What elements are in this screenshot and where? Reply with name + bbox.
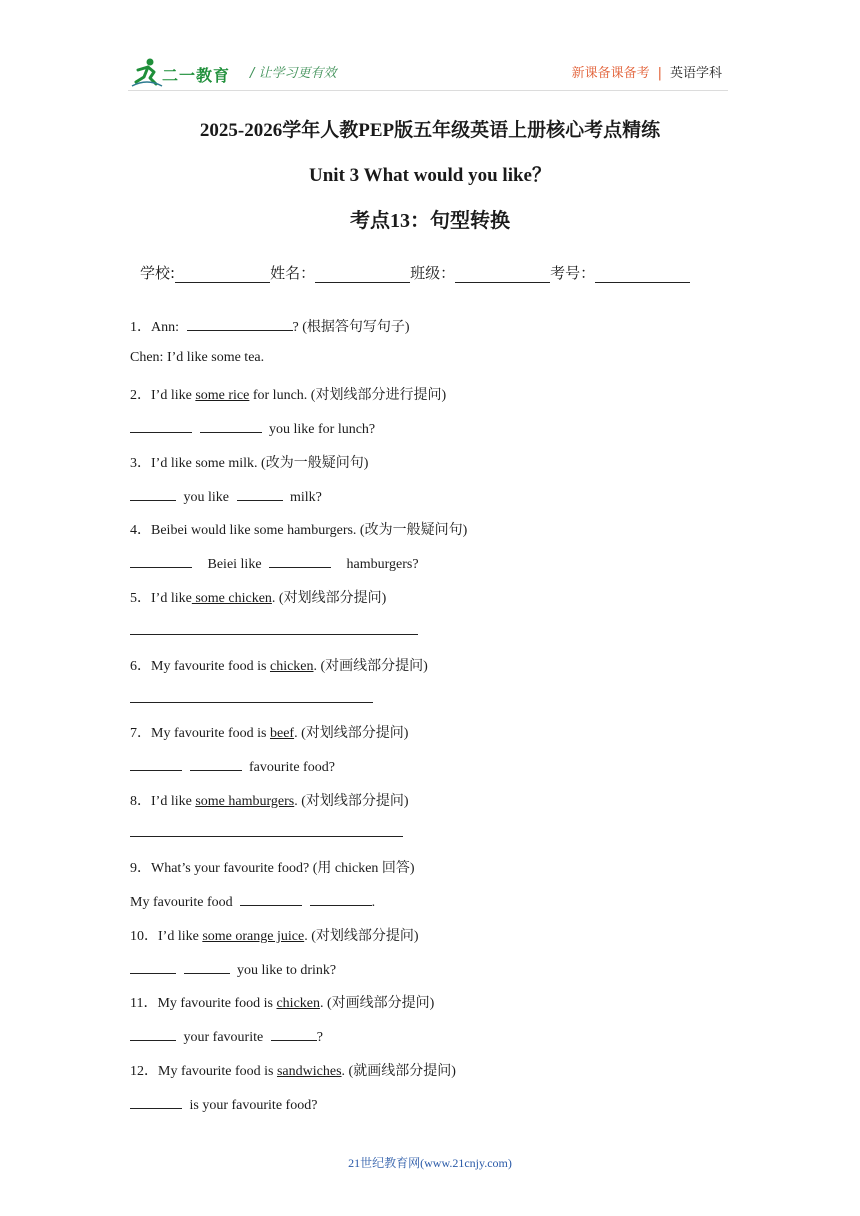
brand-logo — [130, 56, 242, 90]
q5-prompt: 5．I’d like — [130, 591, 192, 606]
q6-prompt: 6．My favourite food is — [130, 659, 270, 674]
q11-blank-1[interactable] — [130, 1026, 176, 1041]
question-6 — [130, 655, 428, 675]
q11-answer — [130, 1026, 323, 1046]
q1-blank[interactable] — [187, 316, 293, 331]
q11-text-2: ? — [316, 1030, 323, 1045]
q2-underlined: some rice — [195, 388, 250, 403]
q5-underlined: some chicken — [191, 591, 272, 606]
q8-underlined: some hamburgers — [195, 794, 295, 809]
unit-title: Unit 3 What would you like？ — [309, 165, 551, 186]
q10-underlined: some orange juice — [202, 929, 305, 944]
q11-underlined: chicken — [276, 996, 320, 1011]
q9-period: . — [371, 895, 376, 910]
student-info — [140, 262, 690, 283]
q12-answer-text: is your favourite food? — [189, 1098, 318, 1113]
q7-answer-text: favourite food? — [249, 760, 335, 775]
q9-blank-2[interactable] — [310, 891, 372, 906]
header-divider — [128, 90, 728, 91]
question-4: 4．Beibei would like some hamburgers. (改为一般疑问句) — [130, 523, 468, 538]
question-12 — [130, 1060, 456, 1080]
logo-text: 二一教育 — [162, 66, 231, 85]
question-3: 3．I’d like some milk. (改为一般疑问句) — [130, 456, 369, 471]
q7-blank-2[interactable] — [190, 756, 242, 771]
q2-blank-1[interactable] — [130, 418, 192, 433]
q3-blank-1[interactable] — [130, 486, 176, 501]
q12-instruction: . (就画线部分提问) — [341, 1064, 456, 1079]
question-7 — [130, 722, 408, 742]
q1-prompt: 1．Ann: — [130, 320, 179, 335]
q11-text-1: your favourite — [183, 1030, 264, 1045]
q12-underlined: sandwiches — [276, 1064, 342, 1079]
q1-instruction: ? (根据答句写句子) — [292, 320, 410, 335]
q11-instruction: . (对画线部分提问) — [320, 996, 435, 1011]
number-field[interactable] — [595, 266, 690, 283]
q7-blank-1[interactable] — [130, 756, 182, 771]
q2-instruction: for lunch. (对划线部分进行提问) — [249, 388, 447, 403]
q5-instruction: . (对划线部分提问) — [271, 591, 387, 606]
q6-instruction: . (对画线部分提问) — [313, 659, 428, 674]
q11-prompt: 11．My favourite food is — [130, 996, 277, 1011]
q10-instruction: . (对划线部分提问) — [304, 929, 419, 944]
school-field[interactable] — [175, 266, 270, 283]
q12-answer — [130, 1094, 317, 1114]
q4-text-1: Beiei like — [207, 557, 262, 572]
q7-prompt: 7．My favourite food is — [130, 726, 270, 741]
point-title: 考点13：句型转换 — [350, 210, 510, 232]
runner-logo-icon — [130, 56, 164, 90]
q4-blank-2[interactable] — [269, 553, 331, 568]
q11-blank-2[interactable] — [271, 1026, 317, 1041]
q12-blank[interactable] — [130, 1094, 182, 1109]
q2-blank-2[interactable] — [200, 418, 262, 433]
q8-prompt: 8．I’d like — [130, 794, 196, 809]
question-10 — [130, 925, 419, 945]
question-9: 9．What’s your favourite food? (用 chicken 回答) — [130, 861, 415, 876]
footer-source[interactable]: 21世纪教育网(www.21cnjy.com) — [348, 1156, 512, 1170]
q7-answer — [130, 756, 335, 776]
q7-instruction: . (对划线部分提问) — [294, 726, 409, 741]
header-tagline — [572, 62, 722, 81]
question-2 — [130, 384, 446, 404]
q8-answer-line[interactable] — [130, 836, 403, 837]
q4-text-2: hamburgers? — [346, 557, 419, 572]
q10-blank-2[interactable] — [184, 959, 230, 974]
q10-prompt: 10．I’d like — [130, 929, 203, 944]
tagline-course: 新课备课备考 — [571, 66, 650, 81]
q3-answer — [130, 486, 322, 506]
q10-answer — [130, 959, 336, 979]
name-field[interactable] — [315, 266, 410, 283]
q3-text-1: you like — [183, 490, 229, 505]
tagline-separator: | — [657, 66, 662, 81]
q3-text-2: milk? — [290, 490, 322, 505]
question-1 — [130, 316, 410, 336]
q6-underlined: chicken — [269, 659, 314, 674]
school-label: 学校: — [140, 264, 176, 282]
question-11 — [130, 992, 434, 1012]
number-label: 考号： — [550, 264, 596, 282]
q5-answer-line[interactable] — [130, 634, 418, 635]
q6-answer-line[interactable] — [130, 702, 373, 703]
question-5 — [130, 587, 386, 607]
q2-answer-text: you like for lunch? — [269, 422, 376, 437]
name-label: 姓名： — [270, 264, 316, 282]
q9-answer — [130, 891, 375, 911]
main-title: 2025-2026学年人教PEP版五年级英语上册核心考点精练 — [199, 120, 661, 141]
q1-answer: Chen: I’d like some tea. — [130, 350, 265, 365]
page-header — [0, 0, 860, 100]
q3-blank-2[interactable] — [237, 486, 283, 501]
question-8 — [130, 790, 409, 810]
tagline-subject: 英语学科 — [669, 66, 722, 81]
q4-blank-1[interactable] — [130, 553, 192, 568]
q2-prompt: 2．I’d like — [130, 388, 196, 403]
q2-answer — [130, 418, 375, 438]
q9-text: My favourite food — [130, 895, 233, 910]
class-field[interactable] — [455, 266, 550, 283]
q7-underlined: beef — [269, 726, 295, 741]
q8-instruction: . (对划线部分提问) — [294, 794, 409, 809]
q9-blank-1[interactable] — [240, 891, 302, 906]
q10-answer-text: you like to drink? — [237, 963, 337, 978]
class-label: 班级： — [410, 264, 456, 282]
q12-prompt: 12．My favourite food is — [130, 1064, 277, 1079]
q10-blank-1[interactable] — [130, 959, 176, 974]
slogan: / 让学习更有效 — [250, 66, 337, 81]
q4-answer — [130, 553, 419, 573]
